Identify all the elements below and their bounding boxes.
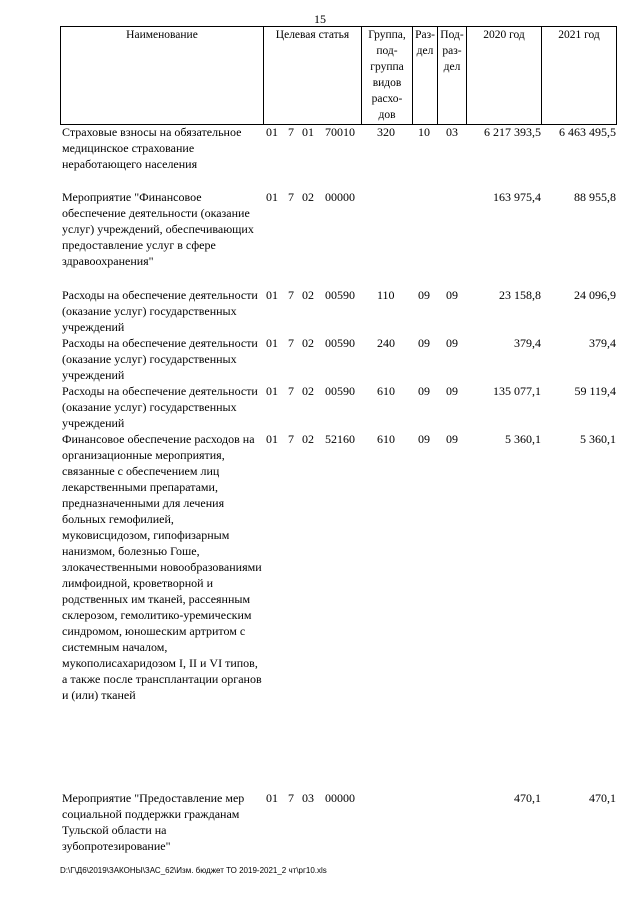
row-name: Расходы на обеспечение деятельности (оказание услуг) государственных учреждений <box>62 336 258 382</box>
row-code-4: 70010 <box>325 125 355 139</box>
row-2021: 379,4 <box>589 336 616 350</box>
header-group: Группа, под- группа видов расхо- дов <box>362 27 413 125</box>
row-code-1: 01 <box>266 288 278 302</box>
file-path-footer: D:\Г\Д6\2019\ЗАКОНЫ\ЗАС_62\Изм. бюджет ТО 2019-2021_2 чт\рг10.xls <box>60 866 327 875</box>
row-2021: 470,1 <box>589 791 616 805</box>
row-code-2: 7 <box>288 125 294 139</box>
row-name: Финансовое обеспечение расходов на организационные мероприятия, связанные с обеспечением лиц лекарственными препаратами, предназначенными для лечения больных гемофилией, муковисцидозом, гипофизарным нанизмом, болезнью Гоше, злокачественными новообразованиями лимфоидной, кроветворной и родственных им тканей, рассеянным склерозом, гемолитико-уремическим синдромом, юношеским артритом с системным началом, мукополисахаридозом I, II и VI типов, а также после трансплантации органов и (или) тканей <box>62 432 262 702</box>
row-code-4: 52160 <box>325 432 355 446</box>
row-code-1: 01 <box>266 190 278 204</box>
row-2020: 470,1 <box>514 791 541 805</box>
row-code-3: 02 <box>302 336 314 350</box>
row-code-2: 7 <box>288 288 294 302</box>
row-2020: 135 077,1 <box>493 384 541 398</box>
page-number: 15 <box>314 12 326 26</box>
row-code-4: 00590 <box>325 384 355 398</box>
row-code-4: 00590 <box>325 288 355 302</box>
row-subsection: 09 <box>446 384 458 398</box>
row-code-3: 01 <box>302 125 314 139</box>
row-code-4: 00000 <box>325 190 355 204</box>
row-subsection: 09 <box>446 288 458 302</box>
row-2020: 5 360,1 <box>505 432 541 446</box>
row-name: Страховые взносы на обязательное медицинское страхование неработающего населения <box>62 125 242 171</box>
row-code-3: 02 <box>302 190 314 204</box>
row-code-2: 7 <box>288 432 294 446</box>
row-code-3: 02 <box>302 384 314 398</box>
row-code-4: 00000 <box>325 791 355 805</box>
row-2020: 6 217 393,5 <box>484 125 541 139</box>
row-section: 09 <box>418 336 430 350</box>
row-name: Мероприятие "Предоставление мер социальной поддержки гражданам Тульской области на зубопротезирование" <box>62 791 245 853</box>
row-section: 09 <box>418 384 430 398</box>
row-2021: 24 096,9 <box>574 288 616 302</box>
table-header <box>60 26 617 125</box>
row-code-3: 03 <box>302 791 314 805</box>
row-code-2: 7 <box>288 791 294 805</box>
row-2021: 5 360,1 <box>580 432 616 446</box>
header-name: Наименование <box>61 27 264 125</box>
header-2020: 2020 год <box>467 27 542 125</box>
row-code-1: 01 <box>266 432 278 446</box>
row-code-1: 01 <box>266 791 278 805</box>
row-section: 09 <box>418 432 430 446</box>
row-name: Расходы на обеспечение деятельности (оказание услуг) государственных учреждений <box>62 288 258 334</box>
header-subsection: Под- раз- дел <box>438 27 467 125</box>
row-2020: 23 158,8 <box>499 288 541 302</box>
header-target: Целевая статья <box>264 27 362 125</box>
row-code-1: 01 <box>266 125 278 139</box>
row-subsection: 09 <box>446 336 458 350</box>
header-2021: 2021 год <box>542 27 617 125</box>
row-2020: 379,4 <box>514 336 541 350</box>
row-section: 10 <box>418 125 430 139</box>
row-group: 610 <box>377 432 395 446</box>
row-2021: 6 463 495,5 <box>559 125 616 139</box>
row-code-1: 01 <box>266 336 278 350</box>
row-code-4: 00590 <box>325 336 355 350</box>
row-code-3: 02 <box>302 288 314 302</box>
row-group: 320 <box>377 125 395 139</box>
row-code-3: 02 <box>302 432 314 446</box>
row-group: 610 <box>377 384 395 398</box>
row-code-1: 01 <box>266 384 278 398</box>
row-2021: 59 119,4 <box>574 384 616 398</box>
row-subsection: 03 <box>446 125 458 139</box>
row-section: 09 <box>418 288 430 302</box>
row-name: Расходы на обеспечение деятельности (оказание услуг) государственных учреждений <box>62 384 258 430</box>
row-code-2: 7 <box>288 336 294 350</box>
row-group: 240 <box>377 336 395 350</box>
row-name: Мероприятие "Финансовое обеспечение деятельности (оказание услуг) учреждений, обеспечивающих предоставление услуг в сфере здравоохранения" <box>62 190 254 268</box>
row-group: 110 <box>377 288 395 302</box>
row-code-2: 7 <box>288 190 294 204</box>
row-2020: 163 975,4 <box>493 190 541 204</box>
row-code-2: 7 <box>288 384 294 398</box>
header-section: Раз- дел <box>413 27 438 125</box>
row-subsection: 09 <box>446 432 458 446</box>
row-2021: 88 955,8 <box>574 190 616 204</box>
